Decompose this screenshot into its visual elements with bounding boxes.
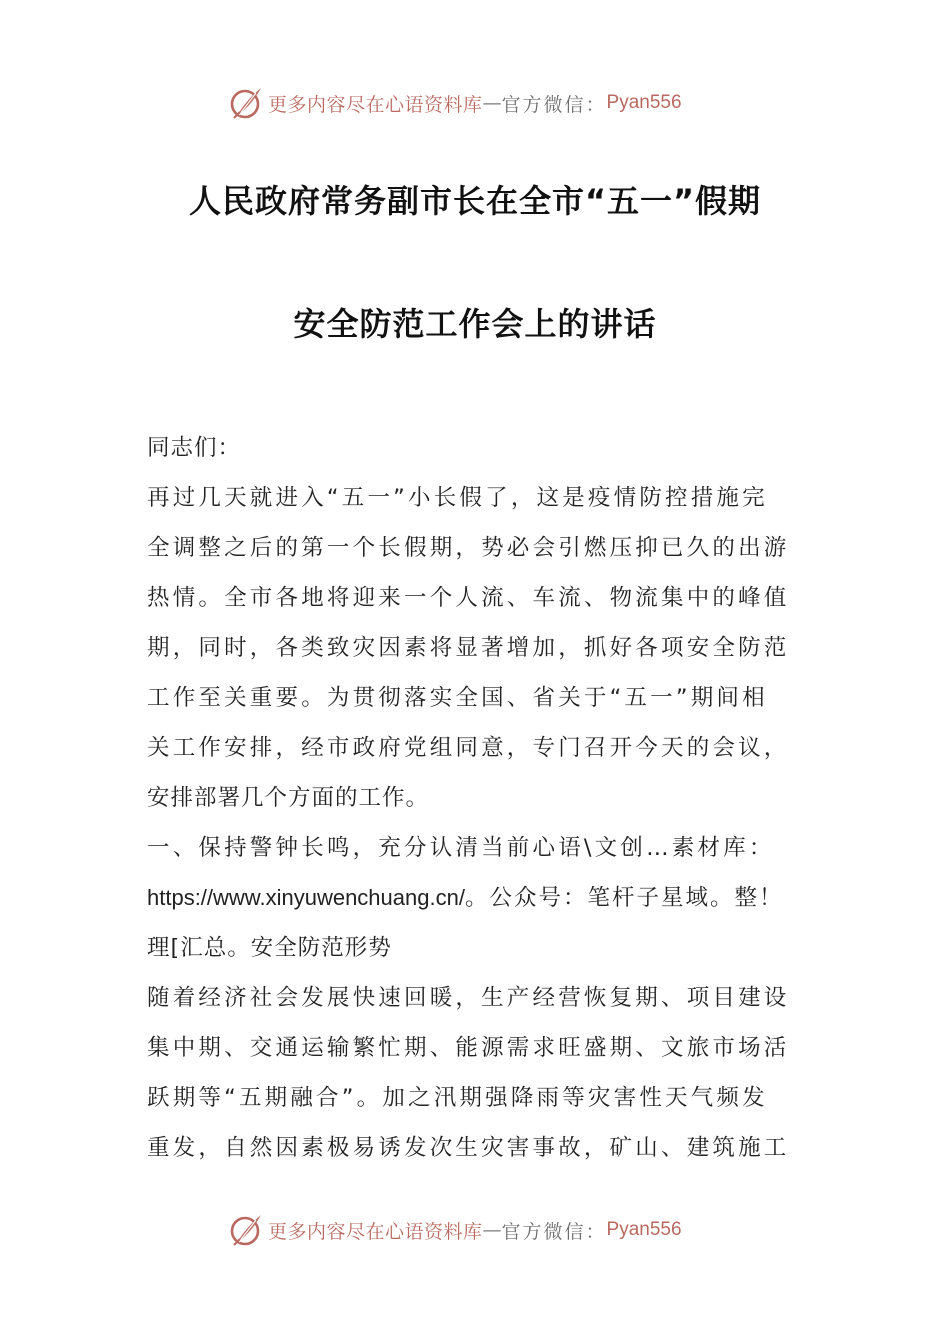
body-line-9-text: 。公众号：笔杆子星域。整！ [464, 885, 784, 911]
watermark-prefix: 更多内容尽在心语资料库 [268, 1220, 483, 1243]
body-line-9 [147, 873, 783, 923]
source-url: https://www.xinyuwenchuang.cn/ [147, 885, 465, 910]
watermark-wechat-label: 官方微信： [501, 1220, 607, 1243]
watermark-prefix: 更多内容尽在心语资料库 [268, 93, 483, 116]
body-line-11: 随着经济社会发展快速回暖，生产经营恢复期、项目建设 [147, 985, 790, 1011]
body-line-1: 再过几天就进入“五一”小长假了，这是疫情防控措施完 [147, 485, 768, 511]
body-line-10: 理[汇总。安全防范形势 [147, 935, 392, 961]
watermark-banner-bottom [228, 1210, 748, 1250]
body-line-2: 全调整之后的第一个长假期，势必会引燃压抑已久的出游 [147, 535, 790, 561]
feather-pen-logo-icon [228, 85, 264, 121]
body-line-14: 重发，自然因素极易诱发次生灾害事故，矿山、建筑施工 [147, 1135, 790, 1161]
watermark-separator: — [482, 92, 502, 114]
body-line-7: 安排部署几个方面的工作。 [147, 785, 430, 811]
watermark-separator: — [482, 1219, 502, 1241]
feather-pen-logo-icon [228, 1212, 264, 1248]
document-title-line-1: 人民政府常务副市长在全市“五一”假期 [188, 182, 762, 220]
watermark-wechat-label: 官方微信： [501, 93, 607, 116]
watermark-wechat-id: Pyan556 [606, 1219, 682, 1240]
document-title-line-2: 安全防范工作会上的讲话 [293, 305, 657, 343]
body-line-5: 工作至关重要。为贯彻落实全国、省关于“五一”期间相 [147, 685, 768, 711]
body-line-6: 关工作安排，经市政府党组同意，专门召开今天的会议， [147, 735, 790, 761]
body-line-4: 期，同时，各类致灾因素将显著增加，抓好各项安全防范 [147, 635, 790, 661]
body-line-12: 集中期、交通运输繁忙期、能源需求旺盛期、文旅市场活 [147, 1035, 790, 1061]
salutation: 同志们： [147, 435, 242, 461]
body-line-8: 一、保持警钟长鸣，充分认清当前心语\文创…素材库： [147, 835, 775, 861]
body-line-13: 跃期等“五期融合”。加之汛期强降雨等灾害性天气频发 [147, 1085, 768, 1111]
watermark-banner-top [228, 83, 748, 123]
body-line-3: 热情。全市各地将迎来一个人流、车流、物流集中的峰值 [147, 585, 790, 611]
watermark-wechat-id: Pyan556 [606, 92, 682, 113]
